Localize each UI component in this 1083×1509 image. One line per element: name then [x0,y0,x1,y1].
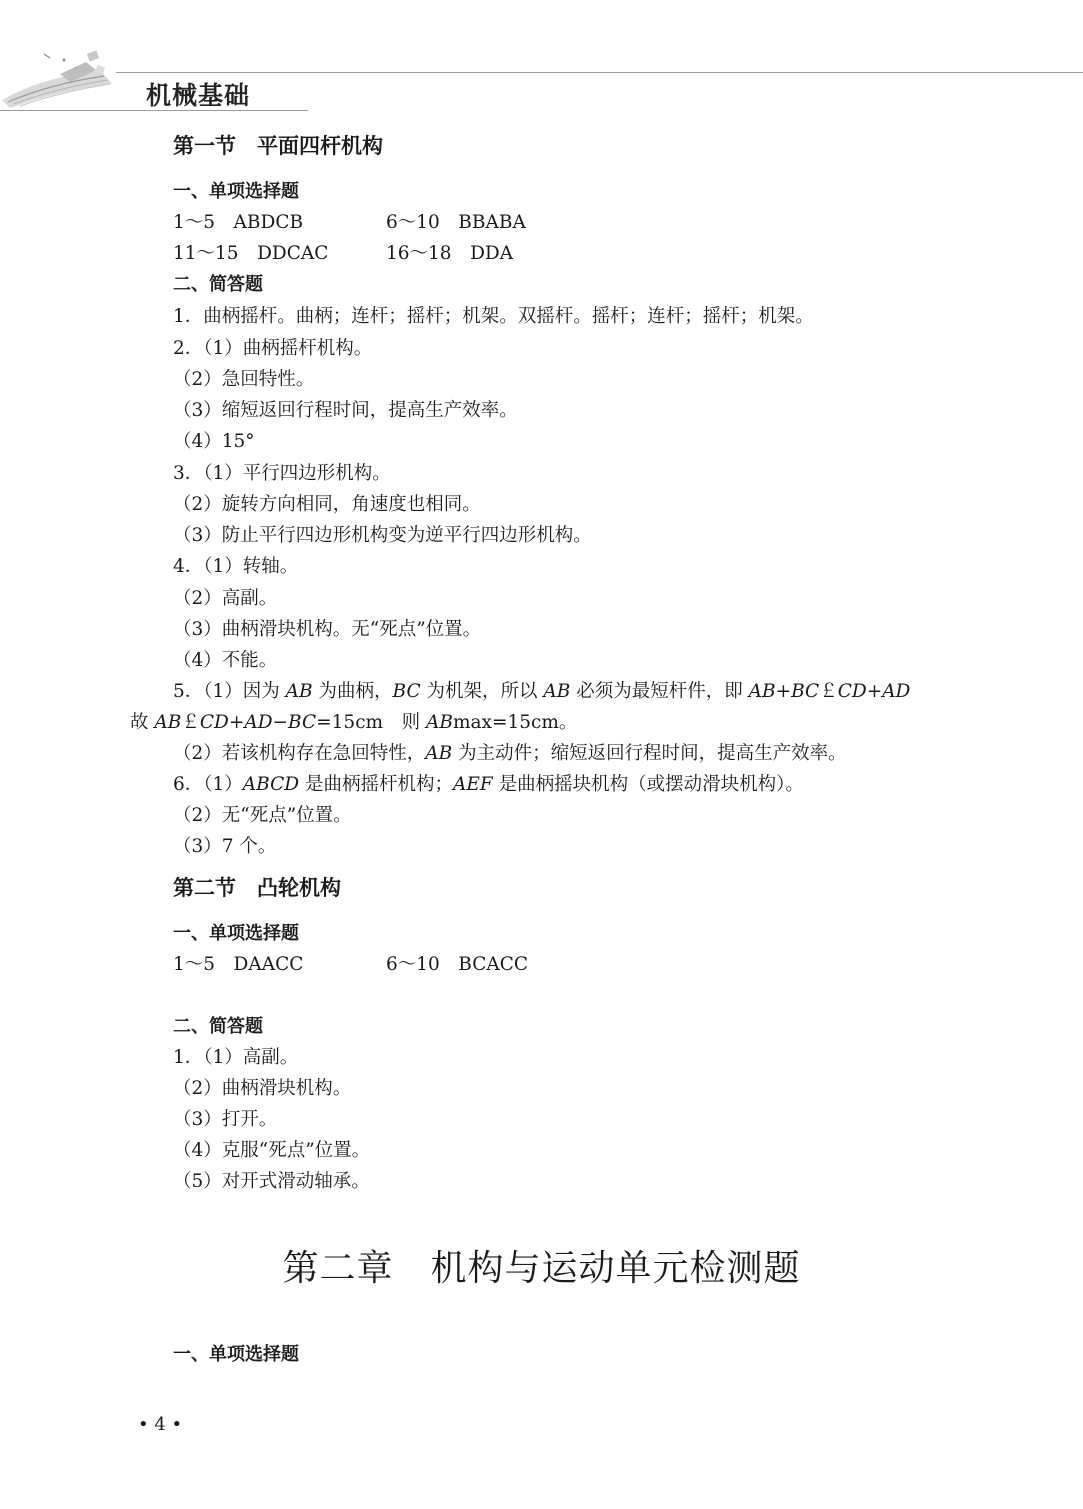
answer-line [130,711,577,735]
subsection-title: 一、单项选择题 [173,923,299,944]
answer-line: 1．曲柄摇杆。曲柄；连杆；摇杆；机架。双摇杆。摇杆；连杆；摇杆；机架。 [173,306,814,327]
text: ￡ [819,681,838,702]
answer-line: （3）缩短返回行程时间，提高生产效率。 [173,400,518,421]
answer-line: （4）克服“死点”位置。 [173,1140,371,1161]
text: 5．（1）因为 [173,681,286,702]
text: 为主动件；缩短返回行程时间，提高生产效率。 [452,743,847,764]
expression: CD+AD−BC [199,712,317,733]
text: 为机架，所以 [420,681,544,702]
answer-line [173,742,847,766]
text: 6．（1） [173,774,243,795]
answer-line: 2．（1）曲柄摇杆机构。 [173,338,373,359]
answer-line: （3）曲柄滑块机构。无“死点”位置。 [173,619,482,640]
answer-line: 1．（1）高副。 [173,1047,299,1068]
subsection-title: 一、单项选择题 [173,181,299,202]
text: 故 [130,712,155,733]
variable: AB [425,712,453,733]
text: max=15cm。 [452,712,578,733]
variable: AB [543,681,571,702]
variable: ABCD [242,774,300,795]
answer-range: 11～15 DDCAC [173,243,329,264]
answer-line: 3．（1）平行四边形机构。 [173,463,391,484]
answer-range: 16～18 DDA [386,243,514,264]
header-book-illustration [0,40,150,112]
chapter-title: 第二章 机构与运动单元检测题 [282,1248,801,1289]
answer-line: （3）打开。 [173,1109,278,1130]
variable: AB [425,743,453,764]
answer-row [173,242,514,266]
text: ￡ [181,712,200,733]
answer-line: 4．（1）转轴。 [173,556,299,577]
variable: AEF [452,774,493,795]
expression: AB+BC [748,681,820,702]
answer-line: （4）15° [173,431,255,452]
text: 是曲柄摇块机构（或摆动滑块机构）。 [492,774,804,795]
answer-line: （2）无“死点”位置。 [173,805,352,826]
answer-range: 6～10 BCACC [386,954,529,975]
text: （2）若该机构存在急回特性， [173,743,426,764]
subsection-title: 二、简答题 [173,1016,263,1037]
answer-line: （2）旋转方向相同，角速度也相同。 [173,494,481,515]
answer-line [173,680,910,704]
answer-range: 1～5 ABDCB [173,212,304,233]
answer-line: （2）高副。 [173,588,278,609]
subsection-title: 二、简答题 [173,274,263,295]
text: 为曲柄， [312,681,393,702]
text: 是曲柄摇杆机构； [299,774,453,795]
text: 必须为最短杆件，即 [570,681,749,702]
subsection-title: 一、单项选择题 [173,1344,299,1365]
answer-line: （4）不能。 [173,650,278,671]
answer-line: （5）对开式滑动轴承。 [173,1171,370,1192]
book-title: 机械基础 [146,81,251,110]
variable: AB [285,681,313,702]
answer-line: （3）防止平行四边形机构变为逆平行四边形机构。 [173,525,592,546]
text: =15cm 则 [316,712,426,733]
answer-range: 1～5 DAACC [173,954,304,975]
variable: AB [154,712,182,733]
answer-line [173,773,804,797]
answer-line: （2）曲柄滑块机构。 [173,1078,352,1099]
section-title: 第一节 平面四杆机构 [173,134,383,158]
answer-range: 6～10 BBABA [386,212,526,233]
page-number: • 4 • [138,1414,183,1435]
header-rule [116,72,1083,73]
expression: CD+AD [837,681,911,702]
section-title: 第二节 凸轮机构 [173,876,341,900]
answer-line: （3）7 个。 [173,836,277,857]
answer-row [173,211,526,235]
variable: BC [392,681,421,702]
answer-line: （2）急回特性。 [173,369,315,390]
answer-row [173,953,529,977]
